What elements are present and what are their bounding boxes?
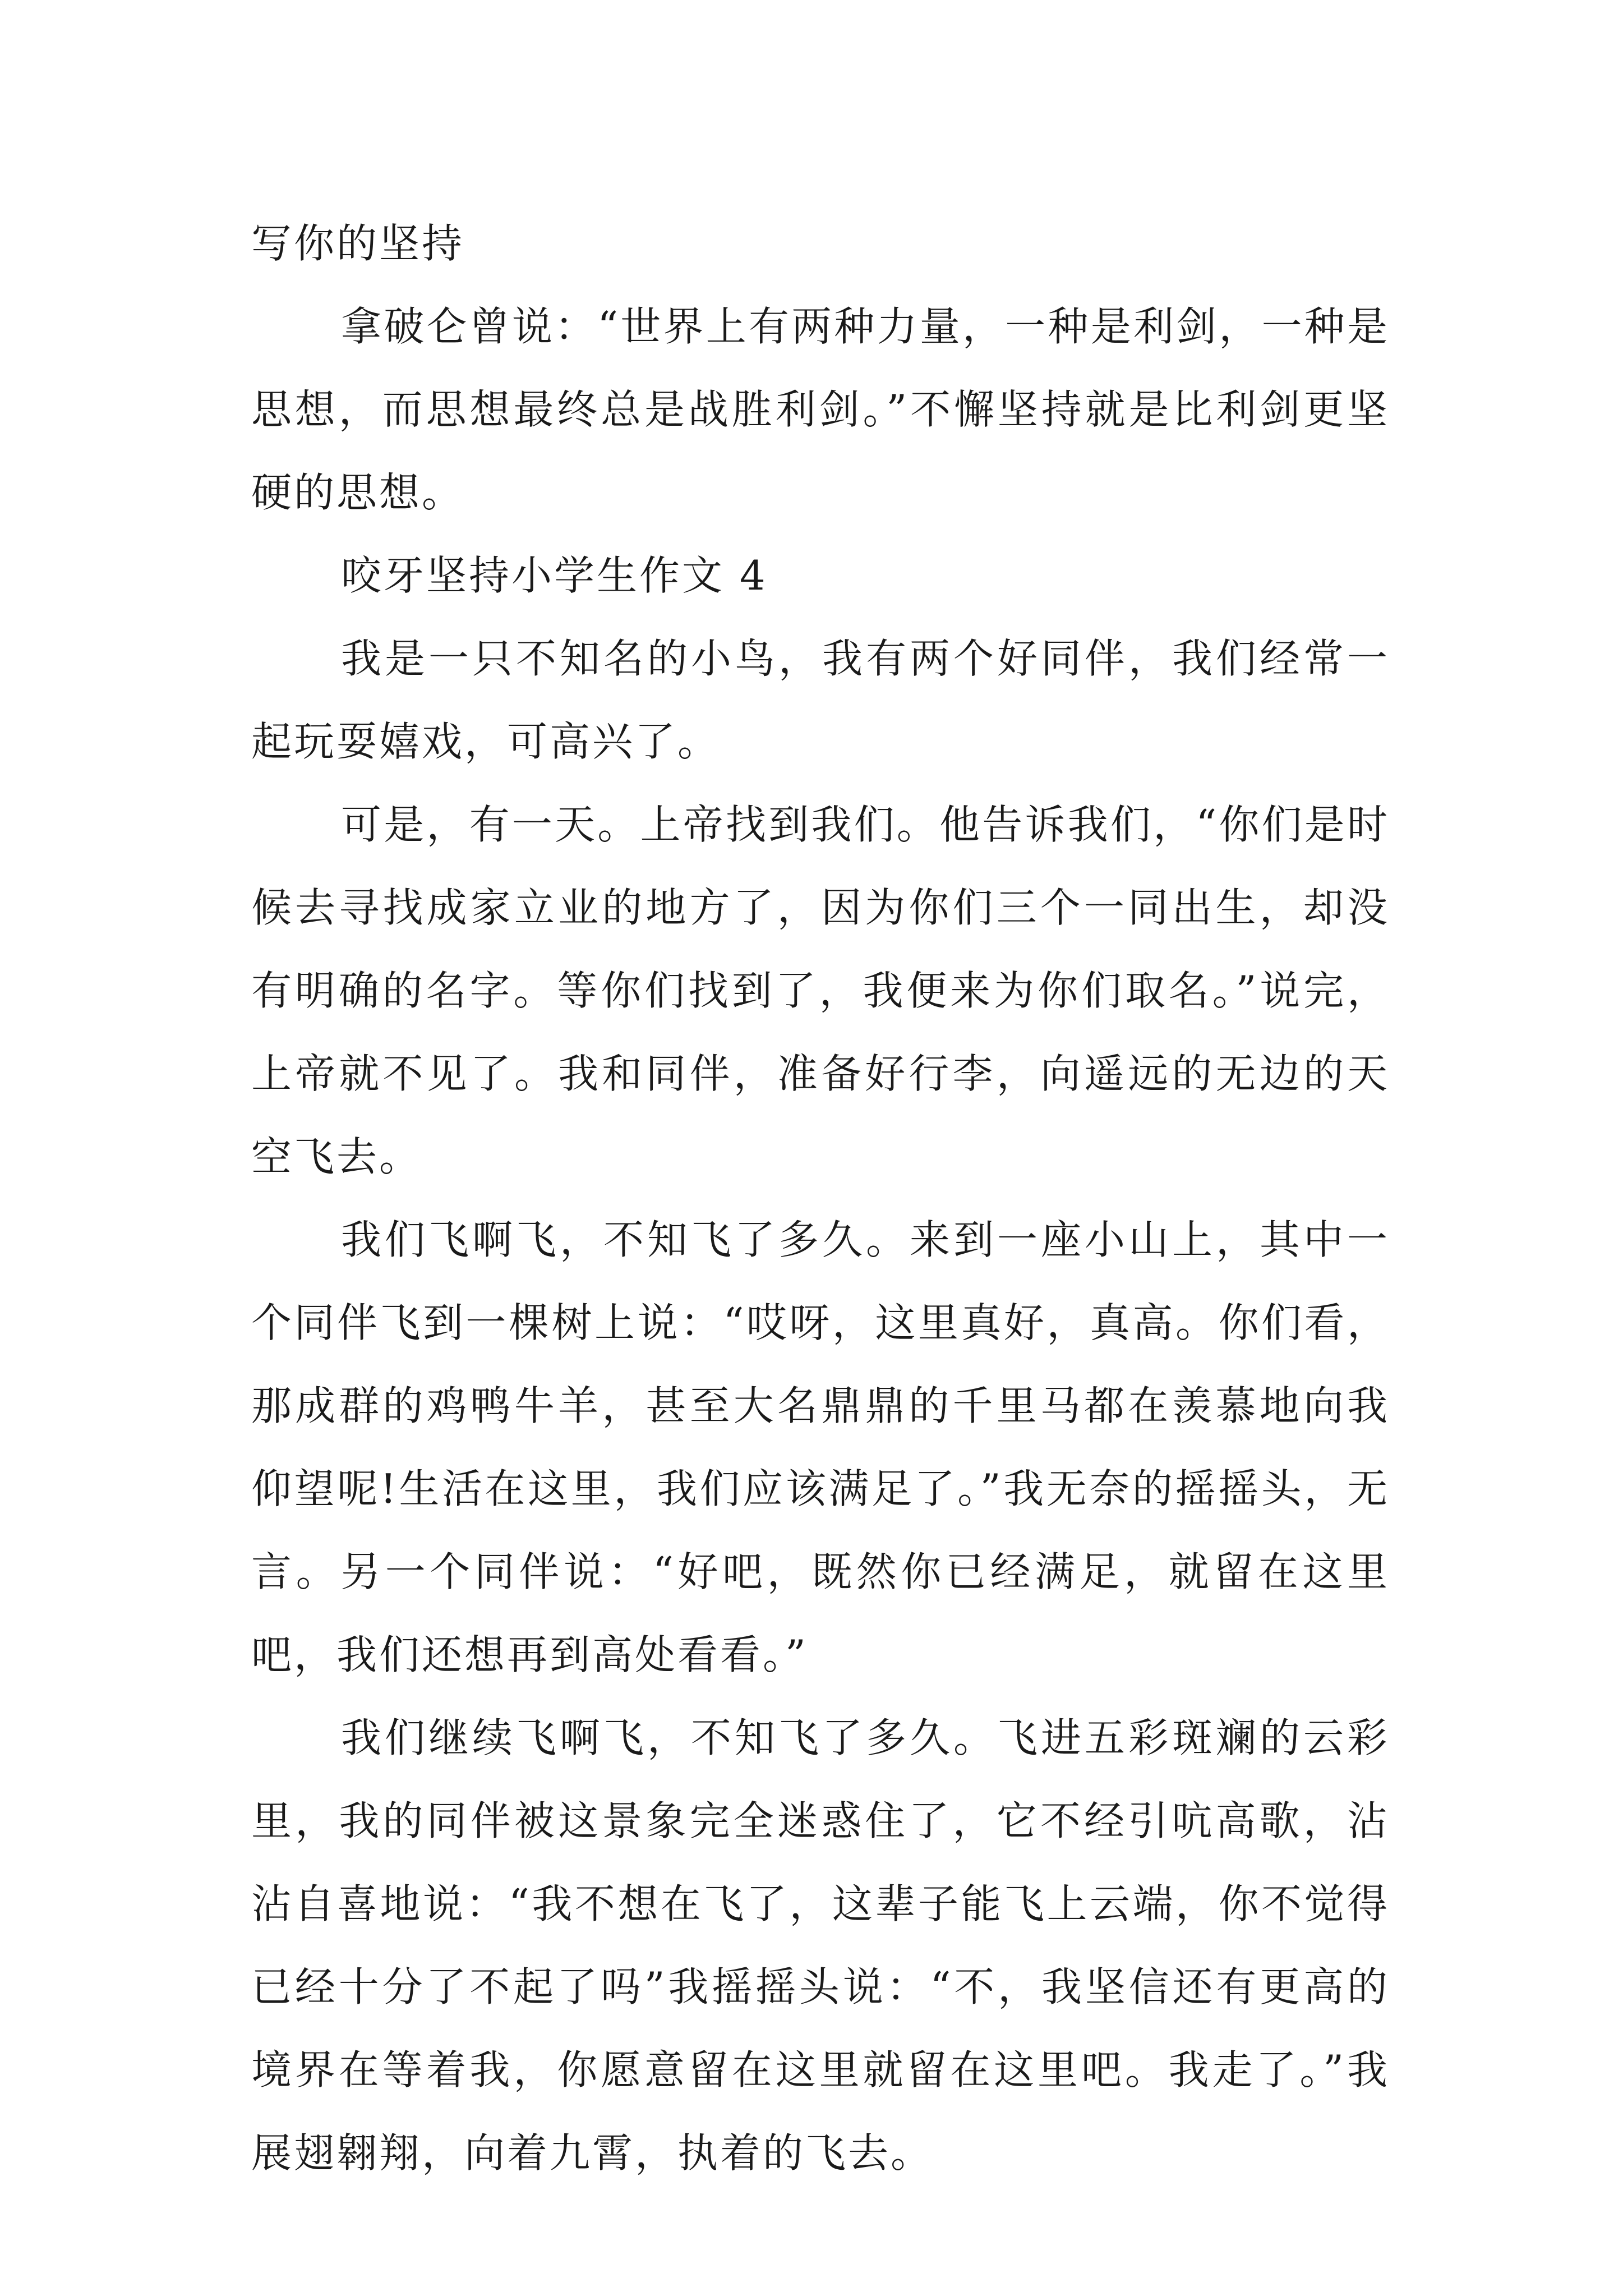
body-paragraph: 可是，有一天。上帝找到我们。他告诉我们，“你们是时候去寻找成家立业的地方了，因为你们三个一同出生，却没有明确的名字。等你们找到了，我便来为你们取名。”说完，上帝就不见了。我和同伴，准备好行李，向遥远的无边的天空飞去。 xyxy=(251,801,1390,1180)
intro-paragraph: 拿破仑曾说：“世界上有两种力量，一种是利剑，一种是思想，而思想最终总是战胜利剑。”不懈坚持就是比利剑更坚硬的思想。 xyxy=(251,303,1390,516)
section-title: 咬牙坚持小学生作文 4 xyxy=(341,552,768,599)
essay-title: 写你的坚持 xyxy=(251,220,465,267)
body-paragraph: 我们飞啊飞，不知飞了多久。来到一座小山上，其中一个同伴飞到一棵树上说：“哎呀，这里真好，真高。你们看，那成群的鸡鸭牛羊，甚至大名鼎鼎的千里马都在羡慕地向我仰望呢!生活在这里，我们应该满足了。”我无奈的摇摇头，无言。另一个同伴说：“好吧，既然你已经满足，就留在这里吧，我们还想再到高处看看。” xyxy=(251,1216,1390,1678)
body-paragraph: 我们继续飞啊飞，不知飞了多久。飞进五彩斑斓的云彩里，我的同伴被这景象完全迷惑住了，它不经引吭高歌，沾沾自喜地说：“我不想在飞了，这辈子能飞上云端，你不觉得已经十分了不起了吗”我摇摇头说：“不，我坚信还有更高的境界在等着我，你愿意留在这里就留在这里吧。我走了。”我展翅翱翔，向着九霄，执着的飞去。 xyxy=(251,1714,1390,2177)
body-paragraph: 我是一只不知名的小鸟，我有两个好同伴，我们经常一起玩耍嬉戏，可高兴了。 xyxy=(251,635,1390,765)
document-body xyxy=(251,202,1390,2194)
